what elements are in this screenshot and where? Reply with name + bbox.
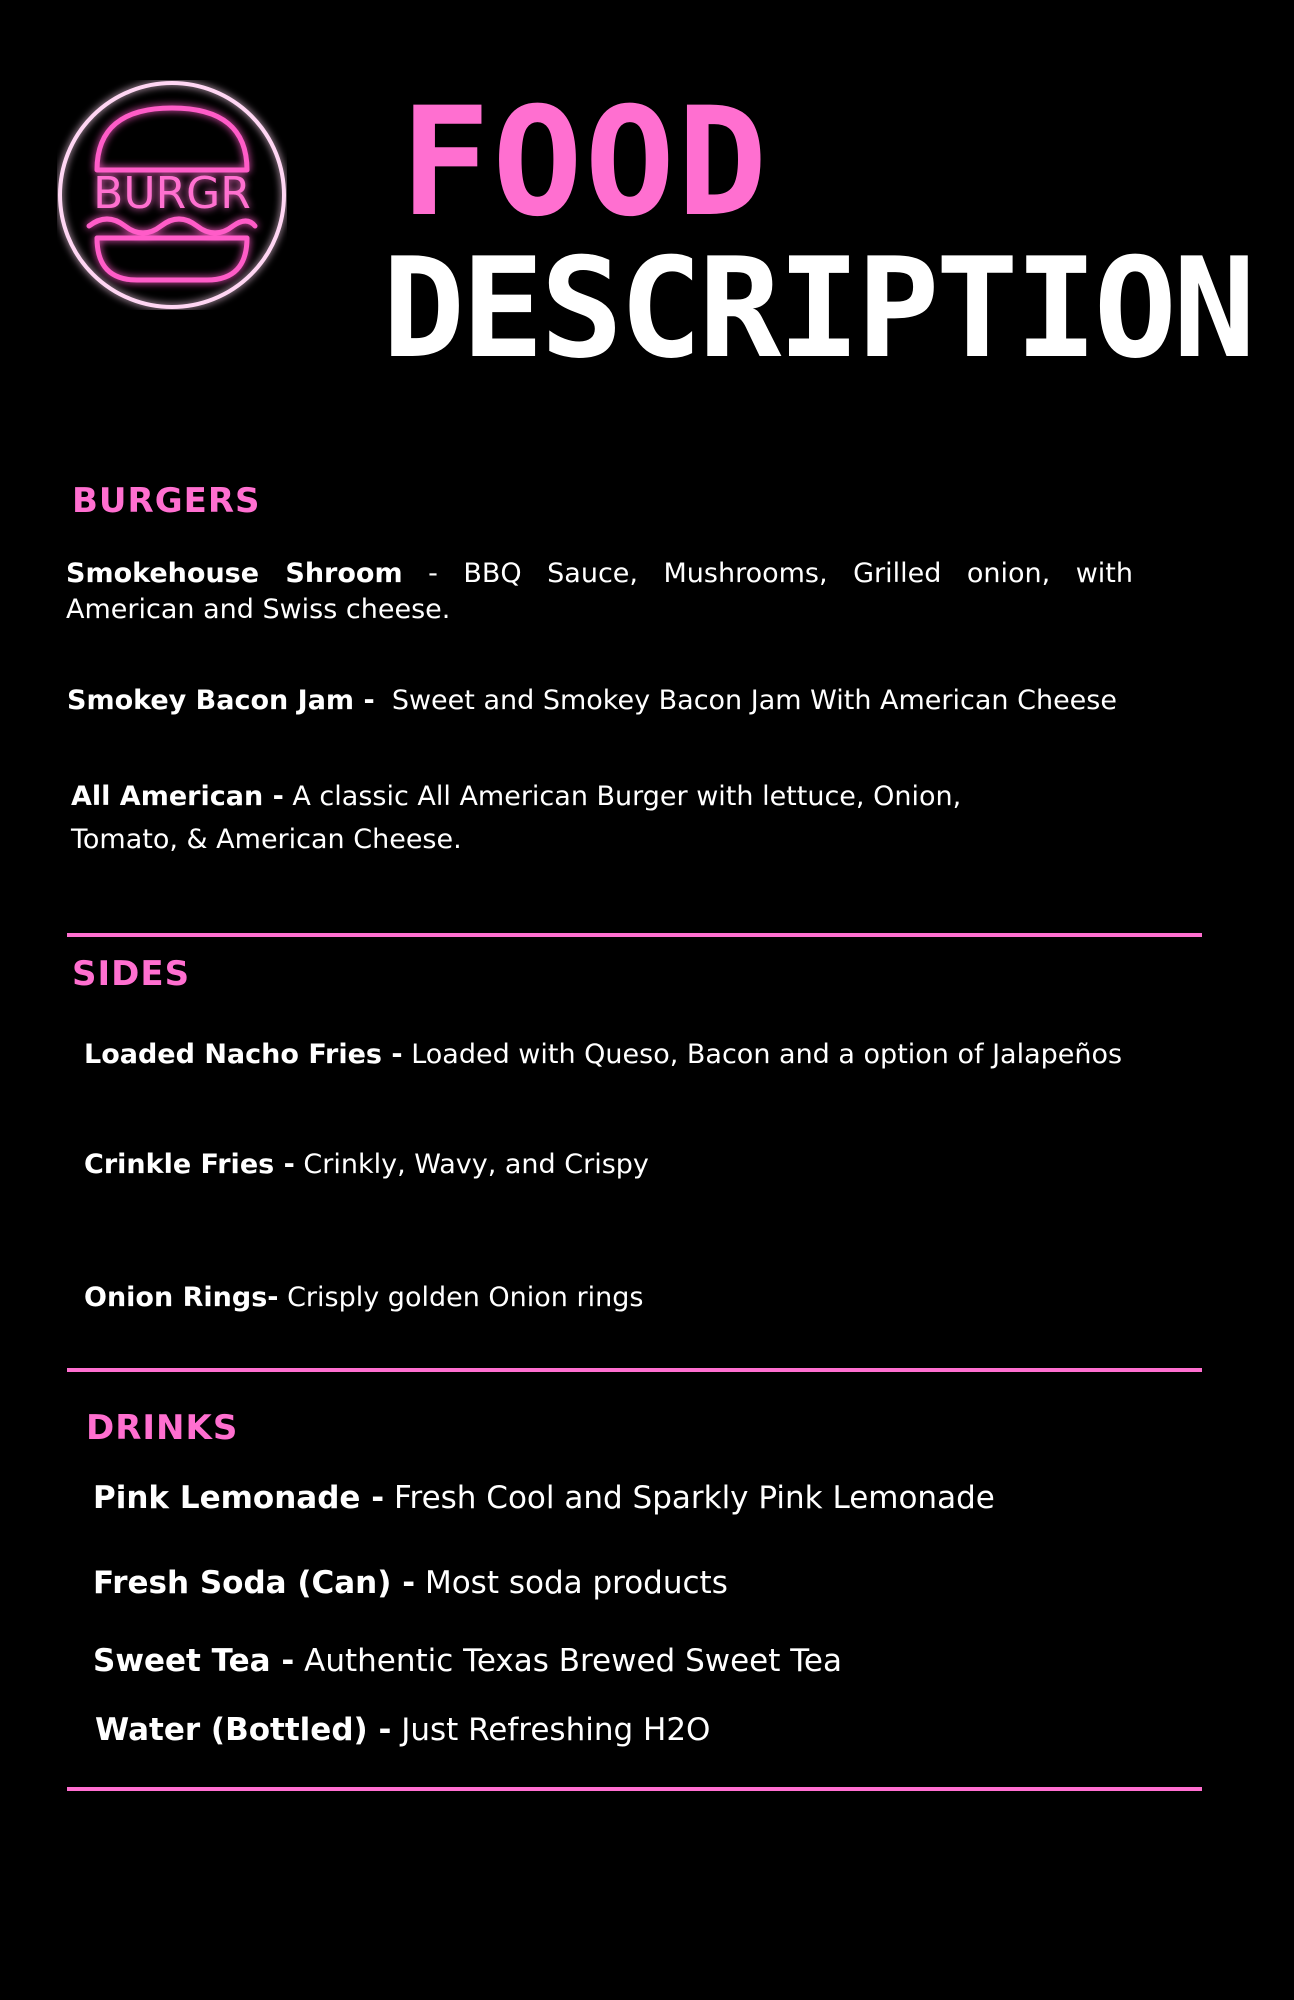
section-divider (67, 933, 1202, 937)
item-name: Crinkle Fries - (84, 1149, 295, 1180)
item-name: Sweet Tea - (93, 1643, 295, 1679)
menu-item-pink-lemonade (93, 1480, 1273, 1516)
burgr-logo (57, 80, 287, 310)
item-description: Crinkly, Wavy, and Crispy (303, 1149, 649, 1180)
sides-heading: SIDES (72, 954, 191, 994)
item-name: Fresh Soda (Can) - (93, 1565, 416, 1601)
menu-item-smokey-bacon-jam (67, 683, 1247, 719)
menu-item-crinkle-fries (84, 1147, 1264, 1183)
title-description: DESCRIPTION (382, 228, 1252, 389)
menu-item-smokehouse-shroom: Smokehouse Shroom - BBQ Sauce, Mushrooms, Grilled onion, with American and Swiss cheese. (66, 558, 1133, 625)
item-description: Authentic Texas Brewed Sweet Tea (304, 1643, 842, 1679)
menu-item-water (95, 1712, 1275, 1748)
item-name: Pink Lemonade - (93, 1480, 385, 1516)
burgers-heading: BURGERS (72, 481, 261, 521)
item-description-line2: Tomato, & American Cheese. (71, 824, 462, 855)
section-divider (67, 1787, 1202, 1791)
item-description: Crisply golden Onion rings (287, 1282, 644, 1313)
drinks-heading: DRINKS (86, 1408, 239, 1448)
title-food: FOOD (400, 76, 770, 250)
menu-item-fresh-soda (93, 1565, 1273, 1601)
item-description: Just Refreshing H2O (401, 1712, 711, 1748)
item-description: BBQ Sauce, Mushrooms, Grilled onion, with American and Swiss cheese. (66, 558, 1133, 625)
menu-item-onion-rings (84, 1280, 1264, 1316)
item-description: A classic All American Burger with lettuce, Onion, (292, 781, 962, 812)
item-name: Smokehouse Shroom (66, 558, 403, 589)
item-name: Loaded Nacho Fries - (84, 1039, 403, 1070)
item-name: Water (Bottled) - (95, 1712, 392, 1748)
menu-item-loaded-nacho-fries (84, 1037, 1264, 1073)
menu-item-all-american (71, 775, 1171, 861)
item-name: Onion Rings- (84, 1282, 279, 1313)
item-name: All American - (71, 781, 284, 812)
item-description: Fresh Cool and Sparkly Pink Lemonade (393, 1480, 995, 1516)
logo-text: BURGR (93, 168, 251, 219)
menu-item-sweet-tea (93, 1643, 1273, 1679)
item-name: Smokey Bacon Jam - (67, 685, 375, 716)
item-description: Loaded with Queso, Bacon and a option of Jalapeños (411, 1039, 1123, 1070)
item-description: Most soda products (424, 1565, 728, 1601)
item-description: Sweet and Smokey Bacon Jam With American Cheese (391, 685, 1117, 716)
section-divider (67, 1368, 1202, 1372)
